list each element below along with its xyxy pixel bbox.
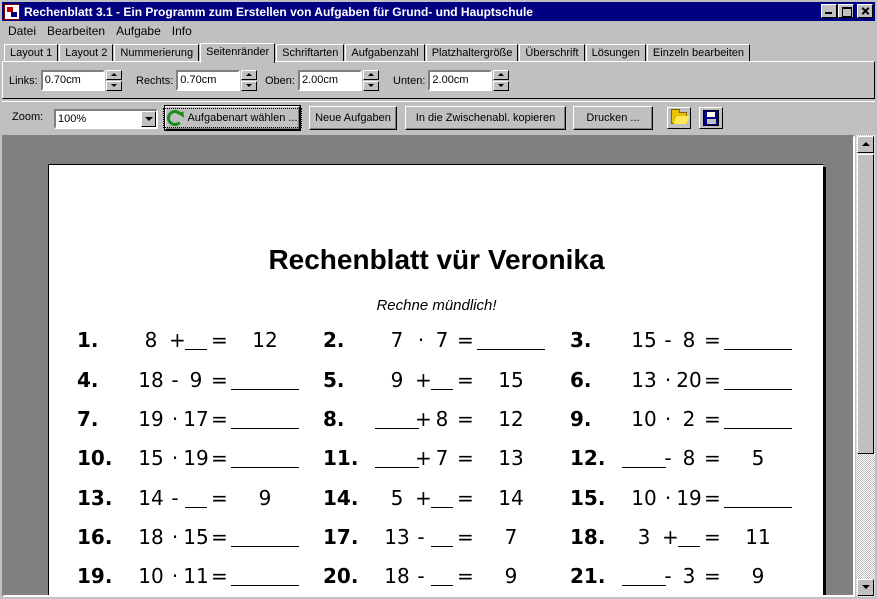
task-number: 7. [77, 407, 99, 431]
scroll-up-button[interactable] [857, 136, 874, 153]
task-equals: = [704, 486, 721, 510]
task-operator: + [415, 407, 432, 431]
answer-blank [231, 368, 299, 390]
margin-right-input[interactable]: 0.70cm [176, 70, 240, 91]
task-operand-a: 15 [138, 446, 164, 470]
task-result: 15 [498, 368, 524, 392]
task-number: 14. [323, 486, 359, 510]
task-operator: · [171, 564, 179, 588]
window-title: Rechenblatt 3.1 - Ein Programm zum Erstellen von Aufgaben für Grund- und Hauptschule [24, 4, 533, 19]
task-result: 7 [504, 525, 518, 549]
task-equals: = [704, 368, 721, 392]
task-operand-b [183, 328, 209, 355]
task-operand-a: 18 [384, 564, 410, 588]
task-operand-a: 18 [138, 368, 164, 392]
task-number: 2. [323, 328, 345, 352]
worksheet-title: Rechenblatt vür Veronika [268, 244, 605, 275]
task-result: 13 [498, 446, 524, 470]
task-equals: = [457, 328, 474, 352]
folder-open-icon [671, 112, 687, 124]
task-operand-b [183, 486, 209, 513]
task-result [724, 328, 792, 355]
task-item [570, 486, 810, 510]
task-number: 19. [77, 564, 113, 588]
task-number: 17. [323, 525, 359, 549]
task-operand-a: 13 [384, 525, 410, 549]
margin-top-up[interactable] [363, 70, 379, 80]
task-operand-b: 2 [682, 407, 696, 431]
task-operand-b: 8 [682, 446, 696, 470]
task-equals: = [704, 446, 721, 470]
task-result: 14 [498, 486, 524, 510]
task-result [231, 446, 299, 473]
task-result [724, 486, 792, 513]
task-equals: = [704, 407, 721, 431]
answer-blank [231, 446, 299, 468]
toolbar [2, 101, 875, 134]
preview-area [2, 135, 855, 597]
tab-seitenraender[interactable]: Seitenränder [200, 43, 275, 63]
answer-blank [185, 486, 207, 508]
app-icon[interactable] [4, 4, 20, 20]
task-operator: · [417, 328, 425, 352]
task-operator: · [171, 446, 179, 470]
task-operand-a: 8 [144, 328, 158, 352]
task-operand-a: 13 [631, 368, 657, 392]
task-equals: = [211, 446, 228, 470]
margin-left-down[interactable] [106, 81, 122, 91]
answer-blank [724, 368, 792, 390]
tab-ueberschrift[interactable]: Überschrift [519, 44, 584, 62]
task-result: 11 [745, 525, 771, 549]
task-operand-a: 18 [138, 525, 164, 549]
tab-nummerierung[interactable]: Nummerierung [114, 44, 199, 62]
task-operator: + [415, 368, 432, 392]
answer-blank [622, 564, 666, 586]
task-number: 16. [77, 525, 113, 549]
answer-blank [431, 486, 453, 508]
menu-bearbeiten[interactable]: Bearbeiten [47, 24, 106, 38]
margin-right-down[interactable] [241, 81, 257, 91]
title-bar [2, 2, 875, 21]
task-item [77, 446, 317, 470]
task-operand-b: 7 [435, 328, 449, 352]
task-operand-a: 7 [390, 328, 404, 352]
save-button[interactable] [699, 107, 723, 129]
refresh-icon [167, 110, 183, 126]
task-result: 9 [258, 486, 272, 510]
task-number: 11. [323, 446, 359, 470]
task-item [570, 368, 810, 392]
task-operand-b: 7 [435, 446, 449, 470]
task-operand-b: 8 [682, 328, 696, 352]
open-button[interactable] [667, 107, 691, 129]
menu-bar [2, 22, 197, 40]
task-number: 3. [570, 328, 592, 352]
task-result [477, 328, 545, 355]
answer-blank [724, 328, 792, 350]
task-operand-b: 3 [682, 564, 696, 588]
answer-blank [724, 407, 792, 429]
task-operator: · [664, 407, 672, 431]
task-operand-a: 15 [631, 328, 657, 352]
tab-loesungen[interactable]: Lösungen [586, 44, 646, 62]
task-item [77, 328, 317, 352]
margin-right-group [136, 70, 257, 91]
task-equals: = [704, 564, 721, 588]
task-result: 12 [498, 407, 524, 431]
task-operand-b: 11 [183, 564, 209, 588]
chevron-down-icon[interactable] [141, 111, 156, 127]
answer-blank [231, 407, 299, 429]
task-number: 1. [77, 328, 99, 352]
margin-bottom-up[interactable] [493, 70, 509, 80]
answer-blank [622, 446, 666, 468]
worksheet-page [48, 164, 823, 597]
margins-panel [2, 61, 875, 99]
task-operand-b [676, 525, 702, 552]
minimize-button[interactable] [821, 4, 837, 18]
close-button[interactable] [857, 4, 873, 18]
task-number: 5. [323, 368, 345, 392]
task-operator: - [171, 368, 179, 392]
answer-blank [231, 525, 299, 547]
task-equals: = [211, 368, 228, 392]
task-equals: = [457, 446, 474, 470]
task-result [231, 407, 299, 434]
tab-platzhaltergroesse[interactable]: Platzhaltergröße [426, 44, 519, 62]
task-number: 18. [570, 525, 606, 549]
menu-info[interactable]: Info [171, 24, 192, 38]
task-operator: · [664, 368, 672, 392]
margin-top-input[interactable]: 2.00cm [298, 70, 362, 91]
margin-bottom-input[interactable]: 2.00cm [428, 70, 492, 91]
task-operand-b: 15 [183, 525, 209, 549]
answer-blank [477, 328, 545, 350]
task-equals: = [457, 564, 474, 588]
choose-type-label: Aufgabenart wählen ... [187, 112, 298, 124]
task-result: 9 [504, 564, 518, 588]
task-operand-a [620, 564, 668, 591]
tab-layout-1[interactable]: Layout 1 [4, 44, 58, 62]
task-operand-b: 19 [676, 486, 702, 510]
settings-tabs [4, 43, 751, 62]
task-item [570, 525, 810, 549]
task-result [724, 407, 792, 434]
task-item [323, 407, 563, 431]
scroll-thumb[interactable] [857, 154, 874, 454]
margin-top-down[interactable] [363, 81, 379, 91]
task-equals: = [211, 525, 228, 549]
task-result [231, 368, 299, 395]
task-operand-a: 9 [390, 368, 404, 392]
task-result: 9 [751, 564, 765, 588]
task-operand-b: 19 [183, 446, 209, 470]
task-item [570, 564, 810, 588]
task-result [231, 564, 299, 591]
task-operand-a: 10 [138, 564, 164, 588]
task-result [231, 525, 299, 552]
task-equals: = [704, 328, 721, 352]
task-operand-b: 9 [189, 368, 203, 392]
margin-left-input[interactable]: 0.70cm [41, 70, 105, 91]
new-tasks-button[interactable]: Neue Aufgaben [309, 106, 397, 130]
margin-top-label: Oben: [265, 74, 295, 87]
task-item [570, 407, 810, 431]
menu-datei[interactable]: Datei [8, 24, 37, 38]
task-item [323, 564, 563, 588]
task-result [724, 368, 792, 395]
task-number: 21. [570, 564, 606, 588]
answer-blank [231, 564, 299, 586]
task-operand-a [373, 407, 421, 434]
task-operand-b [429, 525, 455, 552]
task-item [77, 486, 317, 510]
task-operand-b: 20 [676, 368, 702, 392]
task-operand-b [429, 486, 455, 513]
task-item [570, 328, 810, 352]
zoom-select[interactable] [54, 109, 158, 129]
margin-left-up[interactable] [106, 70, 122, 80]
floppy-disk-icon [703, 110, 719, 126]
task-operand-a: 14 [138, 486, 164, 510]
task-item [77, 525, 317, 549]
task-equals: = [457, 407, 474, 431]
print-button[interactable]: Drucken ... [573, 106, 653, 130]
task-item [323, 368, 563, 392]
task-equals: = [704, 525, 721, 549]
vertical-scrollbar[interactable] [856, 135, 875, 597]
task-item [570, 446, 810, 470]
tab-aufgabenzahl[interactable]: Aufgabenzahl [345, 44, 424, 62]
margin-left-label: Links: [9, 74, 38, 87]
menu-aufgabe[interactable]: Aufgabe [116, 24, 161, 38]
answer-blank [375, 446, 419, 468]
task-operand-b [429, 564, 455, 591]
task-operator: + [415, 446, 432, 470]
choose-type-button[interactable] [165, 106, 300, 130]
task-operator: · [171, 407, 179, 431]
task-number: 6. [570, 368, 592, 392]
answer-blank [431, 525, 453, 547]
task-number: 10. [77, 446, 113, 470]
task-number: 8. [323, 407, 345, 431]
margin-bottom-down[interactable] [493, 81, 509, 91]
task-operator: - [664, 328, 672, 352]
task-operand-a [373, 446, 421, 473]
task-operand-b [429, 368, 455, 395]
task-operator: - [171, 486, 179, 510]
task-equals: = [211, 328, 228, 352]
task-equals: = [457, 368, 474, 392]
answer-blank [724, 486, 792, 508]
tab-layout-2[interactable]: Layout 2 [59, 44, 113, 62]
task-result: 5 [751, 446, 765, 470]
margin-top-group [265, 70, 379, 91]
answer-blank [185, 328, 207, 350]
task-operand-a: 5 [390, 486, 404, 510]
task-item [77, 368, 317, 392]
task-result: 12 [252, 328, 278, 352]
margin-bottom-label: Unten: [393, 74, 426, 87]
margin-right-label: Rechts: [136, 74, 174, 87]
task-operand-b: 8 [435, 407, 449, 431]
task-operator: - [417, 525, 425, 549]
task-operand-b: 17 [183, 407, 209, 431]
task-operator: + [415, 486, 432, 510]
tab-schriftarten[interactable]: Schriftarten [276, 44, 344, 62]
tab-einzeln-bearbeiten[interactable]: Einzeln bearbeiten [647, 44, 750, 62]
task-number: 20. [323, 564, 359, 588]
task-number: 13. [77, 486, 113, 510]
task-operator: + [169, 328, 186, 352]
maximize-button[interactable] [838, 4, 854, 18]
copy-clipboard-button[interactable]: In die Zwischenabl. kopieren [405, 106, 566, 130]
scroll-down-button[interactable] [857, 579, 874, 596]
answer-blank [678, 525, 700, 547]
task-operand-a: 3 [637, 525, 651, 549]
task-operand-a: 10 [631, 486, 657, 510]
task-operator: - [417, 564, 425, 588]
task-item [323, 525, 563, 549]
task-operand-a: 10 [631, 407, 657, 431]
task-number: 12. [570, 446, 606, 470]
task-operator: - [664, 564, 672, 588]
task-equals: = [457, 525, 474, 549]
zoom-value: 100% [58, 113, 87, 125]
task-operand-a: 19 [138, 407, 164, 431]
task-equals: = [211, 407, 228, 431]
task-number: 9. [570, 407, 592, 431]
answer-blank [375, 407, 419, 429]
margin-bottom-group [393, 70, 509, 91]
task-operator: · [171, 525, 179, 549]
task-item [323, 486, 563, 510]
task-equals: = [211, 564, 228, 588]
task-item [77, 564, 317, 588]
zoom-label: Zoom: [12, 111, 44, 123]
margin-right-up[interactable] [241, 70, 257, 80]
task-number: 4. [77, 368, 99, 392]
margin-left-group [9, 70, 122, 91]
task-operator: · [664, 486, 672, 510]
task-equals: = [457, 486, 474, 510]
answer-blank [431, 368, 453, 390]
task-operator: + [662, 525, 679, 549]
task-item [323, 446, 563, 470]
answer-blank [431, 564, 453, 586]
task-number: 15. [570, 486, 606, 510]
task-item [323, 328, 563, 352]
task-operand-a [620, 446, 668, 473]
task-equals: = [211, 486, 228, 510]
task-item [77, 407, 317, 431]
task-operator: - [664, 446, 672, 470]
worksheet-subtitle: Rechne mündlich! [376, 297, 497, 314]
